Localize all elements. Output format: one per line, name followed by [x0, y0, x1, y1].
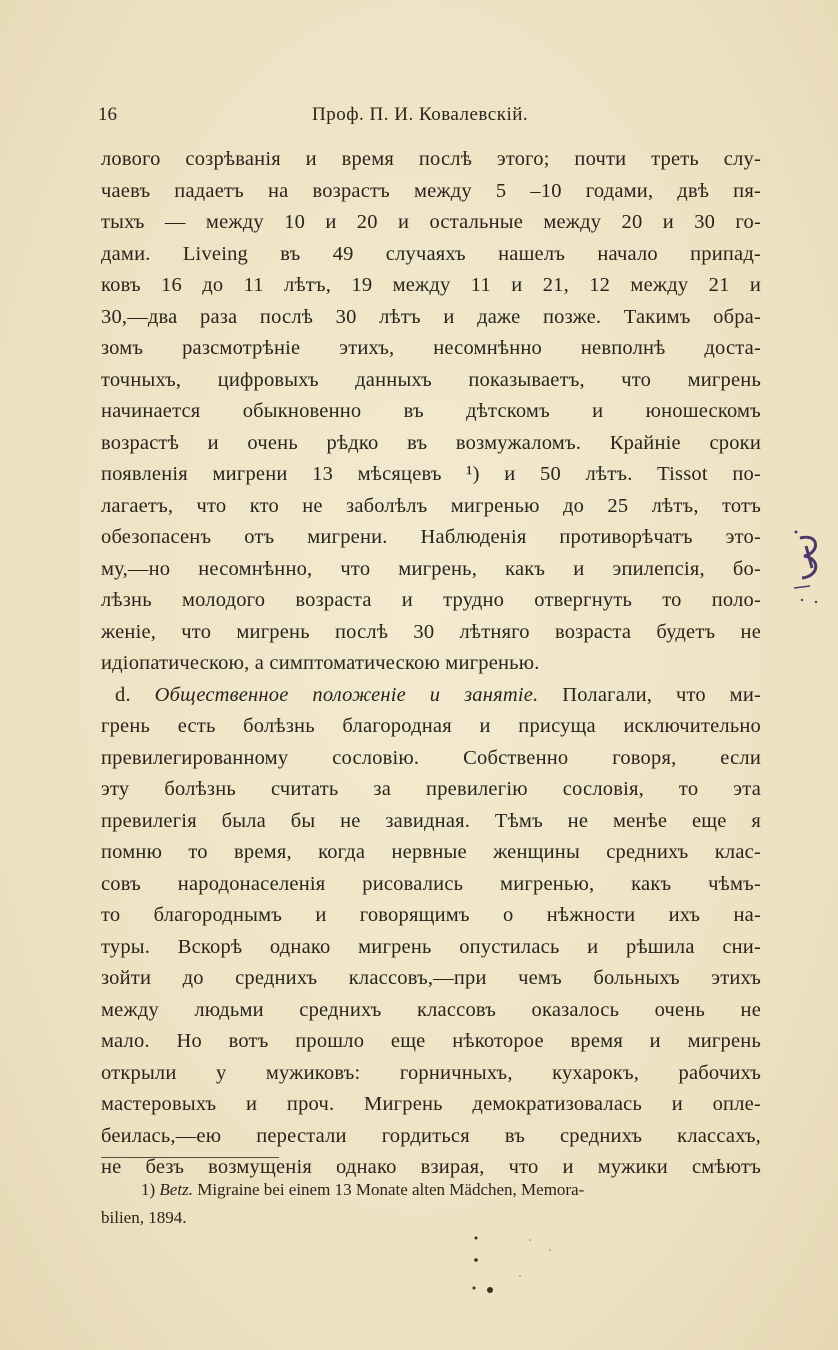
ink-specks — [440, 1230, 580, 1300]
text-line: начинается обыкновенно въ дѣтскомъ и юношескомъ — [101, 400, 761, 422]
text-line: то благороднымъ и говорящимъ о нѣжности ихъ на- — [101, 904, 761, 926]
text-line: совъ народонаселенія рисовались мигренью, какъ чѣмъ- — [101, 872, 761, 895]
footnote-marker: 1) — [141, 1180, 156, 1199]
text-line: эту болѣзнь считать за превилегію сословія, то эта — [101, 778, 761, 800]
text-line: между людьми среднихъ классовъ оказалось очень не — [101, 998, 761, 1021]
text-line: лового созрѣванія и время послѣ этого; почти треть слу- — [101, 148, 761, 170]
footnote-line: bilien, 1894. — [101, 1208, 187, 1227]
text-line: тыхъ — между 10 и 20 и остальные между 20 и 30 го- — [101, 211, 761, 233]
text-line: появленія мигрени 13 мѣсяцевъ ¹) и 50 лѣтъ. Tissot по- — [101, 463, 761, 485]
footnote-author: Betz. — [159, 1180, 193, 1199]
section-first-text: Полагали, что ми- — [562, 683, 761, 706]
section-marker: d. — [115, 683, 131, 706]
text-line: зомъ разсмотрѣніе этихъ, несомнѣнно невполнѣ доста- — [101, 337, 761, 359]
text-line: дами. Liveing въ 49 случаяхъ нашелъ начало припад- — [101, 242, 761, 265]
text-line: беилась,—ею перестали гордиться въ среднихъ классахъ, — [101, 1124, 761, 1147]
text-line: идіопатическою, а симптоматическою мигренью. — [101, 652, 540, 674]
main-text — [101, 144, 761, 1184]
text-line: не безъ возмущенія однако взирая, что и мужики смѣютъ — [101, 1156, 761, 1178]
text-line: чаевъ падаетъ на возрастъ между 5 –10 годами, двѣ пя- — [101, 179, 761, 202]
page-number: 16 — [98, 104, 117, 125]
text-line: превилегія была бы не завидная. Тѣмъ не менѣе еще я — [101, 809, 761, 832]
handwritten-margin-mark — [790, 528, 830, 608]
text-line: туры. Вскорѣ однако мигрень опустилась и рѣшила сни- — [101, 935, 761, 958]
text-line: лагаетъ, что кто не заболѣлъ мигренью до 25 лѣтъ, тотъ — [101, 494, 761, 517]
text-line: обезопасенъ отъ мигрени. Наблюденія противорѣчатъ это- — [101, 526, 761, 548]
text-line: грень есть болѣзнь благородная и присуща исключительно — [101, 715, 761, 737]
text-line: мало. Но вотъ прошло еще нѣкоторое время и мигрень — [101, 1030, 761, 1052]
footnote — [101, 1176, 761, 1232]
section-heading: Общественное положеніе и занятіе. — [154, 683, 539, 706]
text-line: возрастѣ и очень рѣдко въ возмужаломъ. Крайніе сроки — [101, 431, 761, 454]
text-line: точныхъ, цифровыхъ данныхъ показываетъ, что мигрень — [101, 368, 761, 391]
footnote-line — [101, 1176, 761, 1204]
footnote-text: Migraine bei einem 13 Monate alten Mädchen, Memora- — [197, 1180, 585, 1199]
text-line: помню то время, когда нервные женщины среднихъ клас- — [101, 841, 761, 863]
text-line: превилегированному сословію. Собственно говоря, если — [101, 746, 761, 769]
text-line: зойти до среднихъ классовъ,—при чемъ больныхъ этихъ — [101, 967, 761, 989]
text-line: му,—но несомнѣнно, что мигрень, какъ и эпилепсія, бо- — [101, 557, 761, 580]
text-line: ковъ 16 до 11 лѣтъ, 19 между 11 и 21, 12 между 21 и — [101, 274, 761, 296]
running-header — [98, 104, 758, 134]
text-line: открыли у мужиковъ: горничныхъ, кухарокъ, рабочихъ — [101, 1061, 761, 1084]
footnote-rule — [101, 1157, 279, 1158]
text-line: женіе, что мигрень послѣ 30 лѣтняго возраста будетъ не — [101, 620, 761, 643]
section-heading-line — [101, 680, 761, 712]
text-line: 30,—два раза послѣ 30 лѣтъ и даже позже. Такимъ обра- — [101, 305, 761, 328]
text-line: лѣзнь молодого возраста и трудно отвергнуть то поло- — [101, 589, 761, 611]
text-line: мастеровыхъ и проч. Мигрень демократизовалась и опле- — [101, 1093, 761, 1115]
running-title: Проф. П. И. Ковалевскій. — [312, 104, 529, 125]
